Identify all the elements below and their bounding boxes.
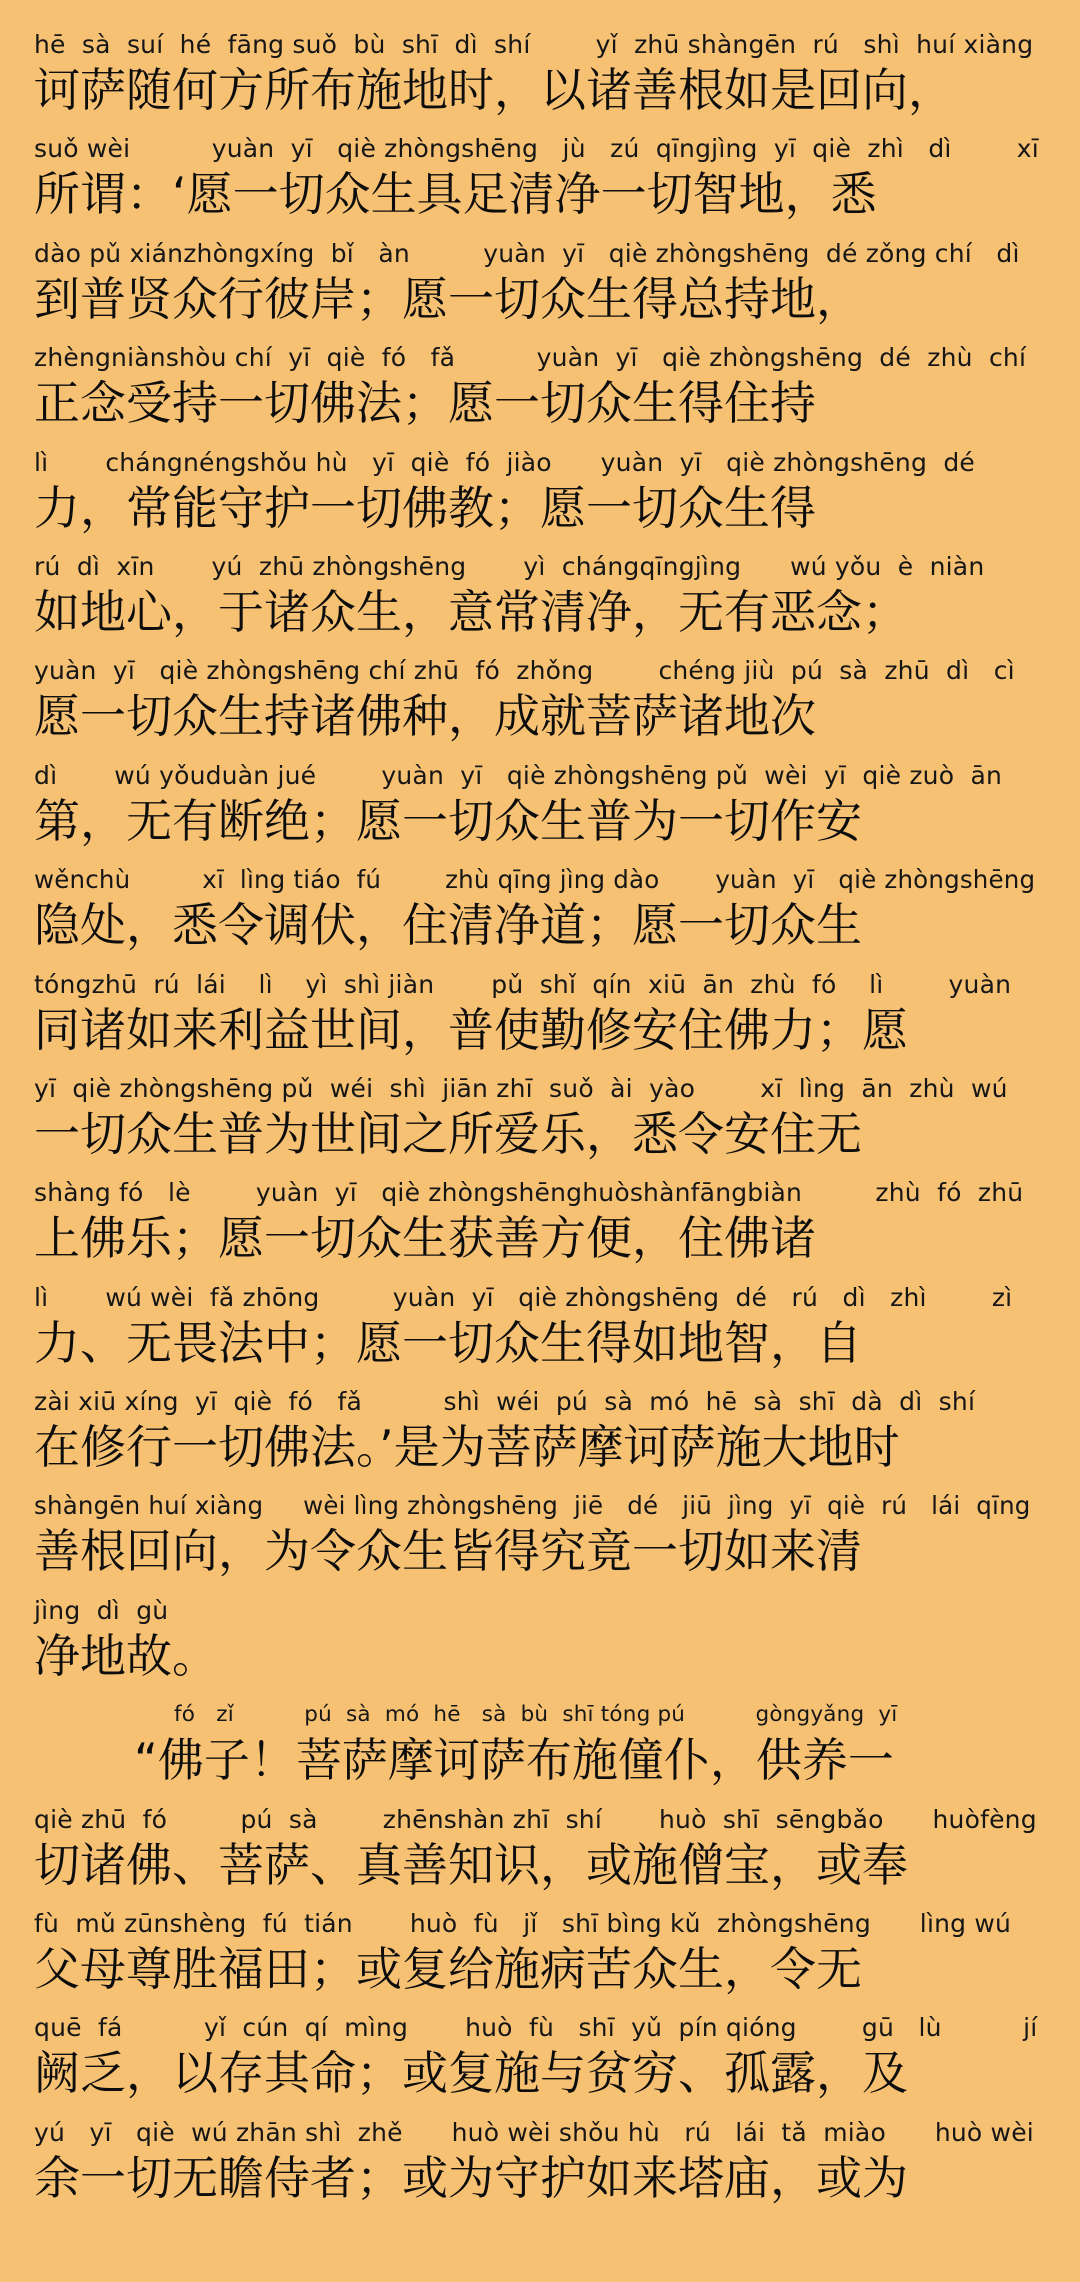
pinyin-annotation: tóngzhū rú lái lì yì shì jiàn pǔ shǐ qín xiū ān zhù fó lì yuàn xyxy=(34,969,1012,999)
chinese-text: 第，无有断绝；愿一切众生普为一切作安 xyxy=(34,793,862,848)
chinese-text: 善根回向，为令众生皆得究竟一切如来清 xyxy=(34,1524,862,1579)
chinese-text: 力、无畏法中；愿一切众生得如地智，自 xyxy=(34,1315,862,1370)
text-line xyxy=(34,1176,1050,1280)
pinyin-annotation: shàng fó lè yuàn yī qiè zhòngshēnghuòshànfāngbiàn zhù fó zhū xyxy=(34,1178,1024,1208)
pinyin-annotation: quē fá yǐ cún qí mìng huò fù shī yǔ pín qióng gū lù jí xyxy=(34,2013,1038,2043)
text-line xyxy=(34,341,1050,445)
pinyin-annotation: jìng dì gù xyxy=(34,1595,169,1625)
pinyin-annotation: fó zǐ pú sà mó hē sà bù shī tóng pú gòngyǎng yī xyxy=(174,1702,898,1728)
chinese-text: 到普贤众行彼岸；愿一切众生得总持地， xyxy=(34,271,862,326)
chinese-text: 在修行一切佛法。’是为菩萨摩诃萨施大地时 xyxy=(34,1420,900,1475)
pinyin-annotation: zài xiū xíng yī qiè fó fǎ shì wéi pú sà mó hē sà shī dà dì shí xyxy=(34,1387,976,1417)
chinese-text: 隐处，悉令调伏，住清净道；愿一切众生 xyxy=(34,898,862,953)
pinyin-annotation: lì chángnéngshǒu hù yī qiè fó jiào yuàn yī qiè zhòngshēng dé xyxy=(34,447,975,477)
pinyin-annotation: yú yī qiè wú zhān shì zhě huò wèi shǒu hù rú lái tǎ miào huò wèi xyxy=(34,2117,1034,2147)
chinese-text: 如地心，于诸众生，意常清净，无有恶念； xyxy=(34,584,908,639)
text-line xyxy=(34,654,1050,758)
pinyin-annotation: wěnchù xī lìng tiáo fú zhù qīng jìng dào yuàn yī qiè zhòngshēng xyxy=(34,865,1036,895)
pinyin-annotation: fù mǔ zūnshèng fú tián huò fù jǐ shī bìng kǔ zhòngshēng lìng wú xyxy=(34,1909,1012,1939)
text-line xyxy=(34,968,1050,1072)
chinese-text: 正念受持一切佛法；愿一切众生得住持 xyxy=(34,376,816,431)
text-line xyxy=(34,132,1050,236)
text-line xyxy=(34,1803,1050,1907)
chinese-text: 净地故。 xyxy=(34,1628,218,1683)
pinyin-annotation: hē sà suí hé fāng suǒ bù shī dì shí yǐ zhū shàngēn rú shì huí xiàng xyxy=(34,30,1034,59)
text-line xyxy=(34,550,1050,654)
pinyin-annotation: yuàn yī qiè zhòngshēng chí zhū fó zhǒng chéng jiù pú sà zhū dì cì xyxy=(34,656,1015,686)
text-line xyxy=(34,863,1050,967)
text-line xyxy=(34,446,1050,550)
text-line xyxy=(34,759,1050,863)
pinyin-annotation: zhèngniànshòu chí yī qiè fó fǎ yuàn yī qiè zhòngshēng dé zhù chí xyxy=(34,343,1027,373)
text-body xyxy=(34,28,1050,2220)
text-line xyxy=(34,1594,1050,1698)
chinese-text: 父母尊胜福田；或复给施病苦众生，令无 xyxy=(34,1942,862,1997)
text-line xyxy=(34,2116,1050,2220)
chinese-text: “佛子！菩萨摩诃萨布施僮仆，供养一 xyxy=(134,1733,894,1788)
chinese-text: 愿一切众生持诸佛种，成就菩萨诸地次 xyxy=(34,689,816,744)
chinese-text: 一切众生普为世间之所爱乐，悉令安住无 xyxy=(34,1106,862,1161)
chinese-text: 诃萨随何方所布施地时，以诸善根如是回向， xyxy=(34,63,954,117)
text-line xyxy=(34,28,1050,132)
chinese-text: 力，常能守护一切佛教；愿一切众生得 xyxy=(34,480,816,535)
chinese-text: 上佛乐；愿一切众生获善方便，住佛诸 xyxy=(34,1211,816,1266)
text-line xyxy=(34,1907,1050,2011)
chinese-text: 余一切无瞻侍者；或为守护如来塔庙，或为 xyxy=(34,2150,908,2205)
text-line xyxy=(34,1281,1050,1385)
pinyin-annotation: shàngēn huí xiàng wèi lìng zhòngshēng jiē dé jiū jìng yī qiè rú lái qīng xyxy=(34,1491,1031,1521)
pinyin-annotation: rú dì xīn yú zhū zhòngshēng yì chángqīngjìng wú yǒu è niàn xyxy=(34,551,985,581)
pinyin-annotation: dào pǔ xiánzhòngxíng bǐ àn yuàn yī qiè zhòngshēng dé zǒng chí dì xyxy=(34,238,1020,268)
chinese-text: 切诸佛、菩萨、真善知识，或施僧宝，或奉 xyxy=(34,1837,908,1892)
text-line xyxy=(34,237,1050,341)
chinese-text: 同诸如来利益世间，普使勤修安住佛力；愿 xyxy=(34,1002,908,1057)
chinese-text: 阙乏，以存其命；或复施与贫穷、孤露，及 xyxy=(34,2046,908,2101)
text-line xyxy=(34,1489,1050,1593)
chinese-text: 所谓：‘愿一切众生具足清净一切智地，悉 xyxy=(34,167,877,222)
pinyin-annotation: lì wú wèi fǎ zhōng yuàn yī qiè zhòngshēng dé rú dì zhì zì xyxy=(34,1282,1013,1312)
pinyin-annotation: suǒ wèi yuàn yī qiè zhòngshēng jù zú qīngjìng yī qiè zhì dì xī xyxy=(34,134,1039,164)
text-line xyxy=(34,1385,1050,1489)
pinyin-annotation: dì wú yǒuduàn jué yuàn yī qiè zhòngshēng pǔ wèi yī qiè zuò ān xyxy=(34,760,1003,790)
pinyin-annotation: yī qiè zhòngshēng pǔ wéi shì jiān zhī suǒ ài yào xī lìng ān zhù wú xyxy=(34,1073,1008,1103)
pinyin-annotation: qiè zhū fó pú sà zhēnshàn zhī shí huò shī sēngbǎo huòfèng xyxy=(34,1804,1037,1834)
text-line xyxy=(34,1698,1050,1802)
text-line xyxy=(34,1072,1050,1176)
text-line xyxy=(34,2011,1050,2115)
